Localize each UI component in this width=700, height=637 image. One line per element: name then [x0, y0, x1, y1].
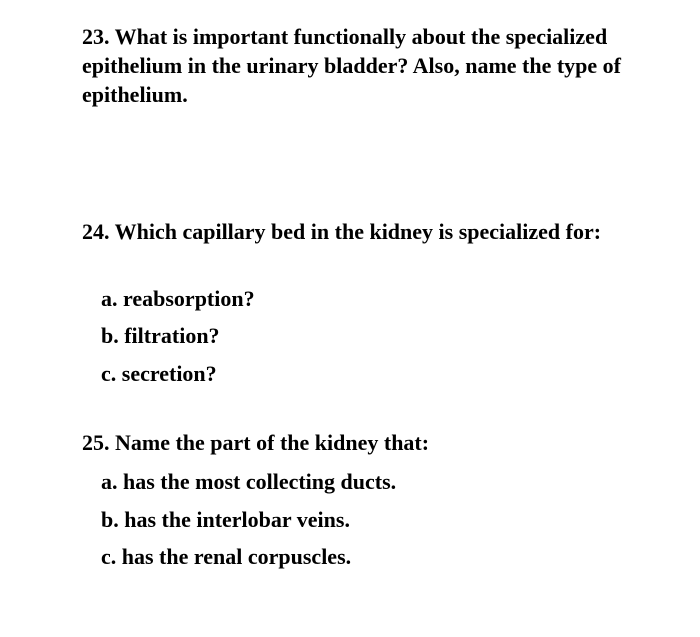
question-25: 25. Name the part of the kidney that: [82, 430, 430, 455]
question-24-item-a: a. reabsorption? [101, 286, 255, 311]
question-23: 23. What is important functionally about the specialized epithelium in the urinary bladder? Also, name the type of epithelium. [82, 24, 622, 107]
question-24-item-c: c. secretion? [101, 361, 217, 386]
question-24-item-b: b. filtration? [101, 323, 220, 348]
question-25-item-c: c. has the renal corpuscles. [101, 544, 352, 569]
question-25-item-b: b. has the interlobar veins. [101, 507, 350, 532]
question-25-item-a: a. has the most collecting ducts. [101, 469, 397, 494]
question-24: 24. Which capillary bed in the kidney is specialized for: [82, 219, 602, 244]
